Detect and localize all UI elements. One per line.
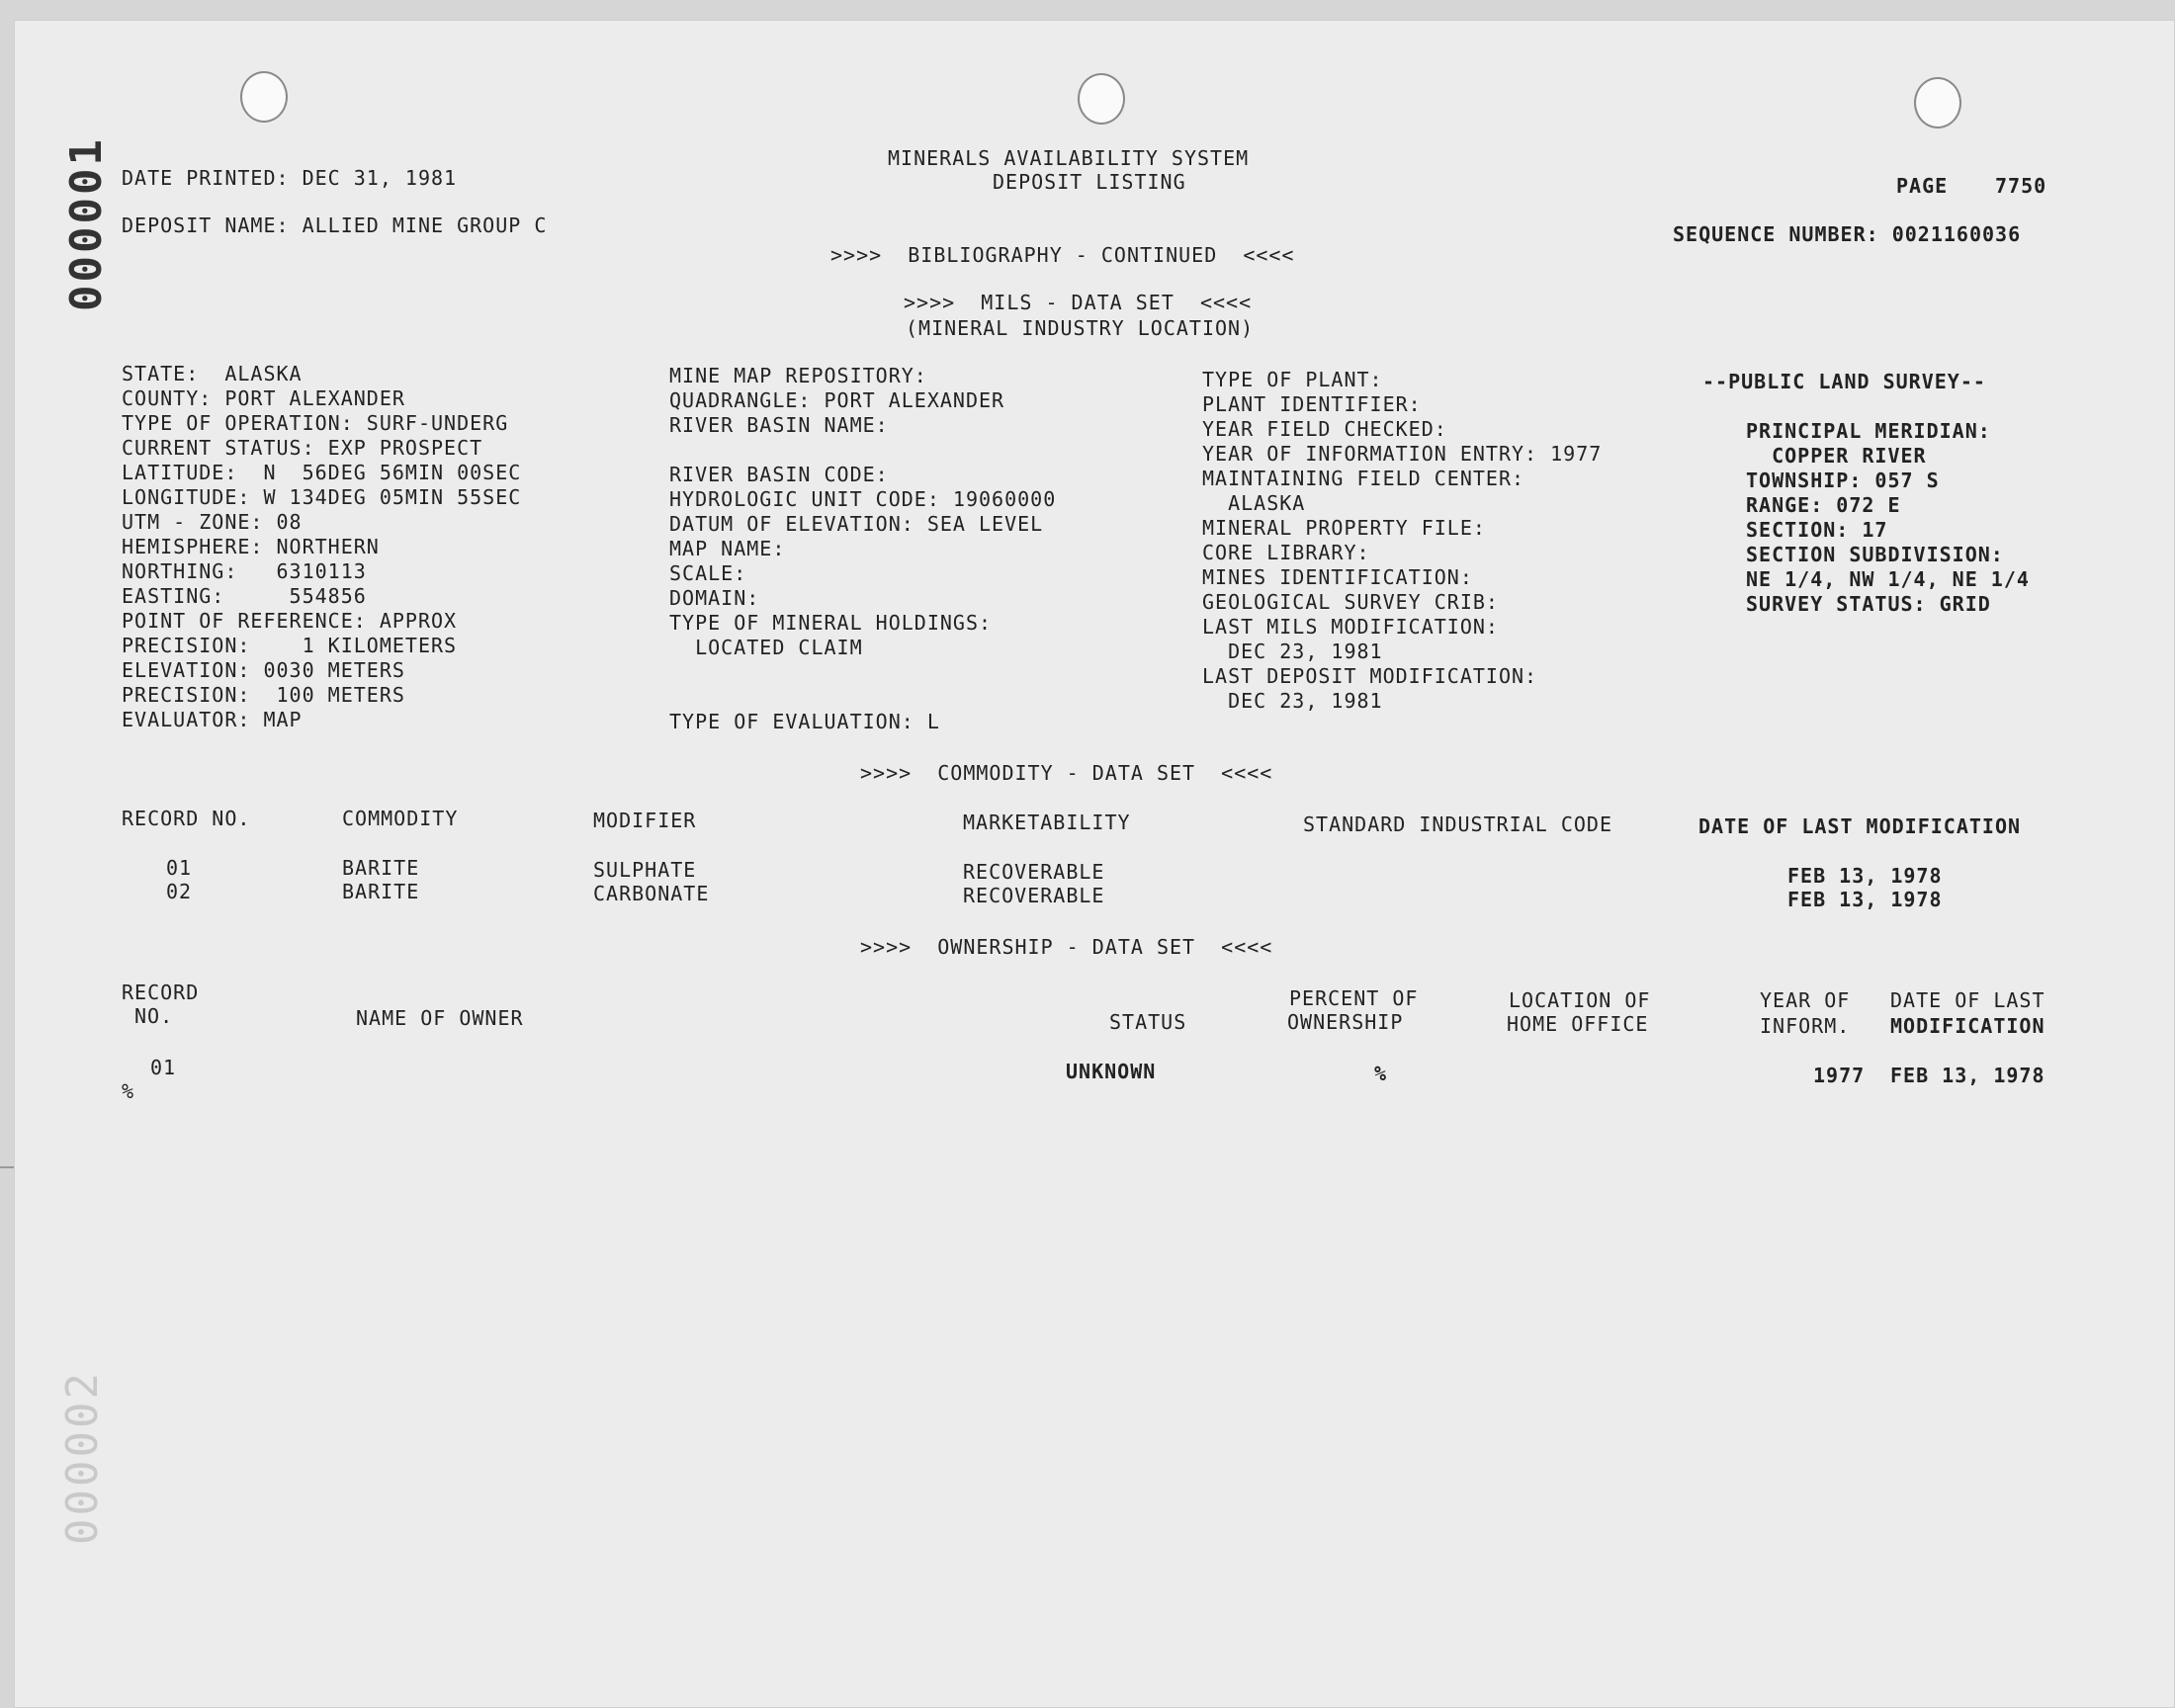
- mils-field: TYPE OF EVALUATION: L: [669, 710, 940, 733]
- ownership-record: 01: [150, 1056, 177, 1079]
- commodity-record: 02: [166, 880, 193, 903]
- commodity-marketability: RECOVERABLE: [963, 860, 1105, 884]
- commodity-header-commodity: COMMODITY: [342, 807, 459, 830]
- mils-field: TYPE OF MINERAL HOLDINGS:: [669, 611, 993, 635]
- mils-field: ALASKA: [1202, 491, 1306, 515]
- commodity-marketability: RECOVERABLE: [963, 884, 1105, 907]
- mils-field: RIVER BASIN NAME:: [669, 413, 889, 437]
- mils-field: COUNTY: PORT ALEXANDER: [122, 386, 405, 410]
- ownership-header-status: STATUS: [1109, 1010, 1187, 1034]
- mils-field: STATE: ALASKA: [122, 362, 303, 385]
- ownership-percent: %: [1374, 1062, 1388, 1085]
- mils-field: LAST MILS MODIFICATION:: [1202, 615, 1499, 639]
- page-number: 7750: [1995, 174, 2047, 198]
- mils-field: MINES IDENTIFICATION:: [1202, 565, 1473, 589]
- mils-field: PRINCIPAL MERIDIAN:: [1746, 419, 1991, 443]
- mils-field: MINE MAP REPOSITORY:: [669, 364, 927, 387]
- mils-field: EVALUATOR: MAP: [122, 708, 303, 731]
- mils-field: PRECISION: 1 KILOMETERS: [122, 634, 458, 657]
- commodity-name: BARITE: [342, 880, 420, 903]
- mils-field: CURRENT STATUS: EXP PROSPECT: [122, 436, 483, 460]
- mils-field: DEC 23, 1981: [1202, 689, 1383, 713]
- sequence-number: SEQUENCE NUMBER: 0021160036: [1673, 222, 2022, 246]
- mils-field: NORTHING: 6310113: [122, 559, 367, 583]
- mils-field: MINERAL PROPERTY FILE:: [1202, 516, 1486, 540]
- mils-field: HEMISPHERE: NORTHERN: [122, 535, 380, 558]
- mils-field: MAP NAME:: [669, 537, 786, 560]
- mils-subtitle: (MINERAL INDUSTRY LOCATION): [906, 316, 1255, 340]
- mils-field: SECTION SUBDIVISION:: [1746, 543, 2004, 566]
- deposit-name: DEPOSIT NAME: ALLIED MINE GROUP C: [122, 214, 548, 237]
- system-title: MINERALS AVAILABILITY SYSTEM: [888, 146, 1250, 170]
- frame-number-stamp: 000001: [61, 136, 112, 311]
- ownership-last-mod: FEB 13, 1978: [1890, 1064, 2045, 1087]
- mils-field: YEAR FIELD CHECKED:: [1202, 417, 1447, 441]
- binder-hole-center: [1078, 73, 1125, 125]
- ownership-year: 1977: [1813, 1064, 1866, 1087]
- ownership-header-date-2: MODIFICATION: [1890, 1014, 2045, 1038]
- listing-title: DEPOSIT LISTING: [993, 170, 1186, 194]
- commodity-banner: >>>> COMMODITY - DATA SET <<<<: [860, 761, 1273, 785]
- mils-field: SECTION: 17: [1746, 518, 1888, 542]
- commodity-header-modifier: MODIFIER: [593, 809, 697, 832]
- mils-field: UTM - ZONE: 08: [122, 510, 303, 534]
- commodity-header-last-mod: DATE OF LAST MODIFICATION: [1698, 814, 2022, 838]
- binder-hole-right: [1914, 77, 1961, 128]
- ownership-header-year-2: INFORM.: [1760, 1014, 1851, 1038]
- mils-field: EASTING: 554856: [122, 584, 367, 608]
- mils-field: DOMAIN:: [669, 586, 760, 610]
- commodity-record: 01: [166, 856, 193, 880]
- page-label: PAGE: [1896, 174, 1949, 198]
- commodity-header-record: RECORD NO.: [122, 807, 251, 830]
- mils-field: SURVEY STATUS: GRID: [1746, 592, 1991, 616]
- ownership-header-name: NAME OF OWNER: [356, 1006, 524, 1030]
- ownership-header-percent-2: OWNERSHIP: [1287, 1010, 1404, 1034]
- ownership-header-record: RECORD: [122, 981, 200, 1004]
- mils-field: COPPER RIVER: [1746, 444, 1927, 468]
- frame-number-stamp-faded: 000002: [57, 1370, 108, 1545]
- mils-field: TYPE OF OPERATION: SURF-UNDERG: [122, 411, 509, 435]
- mils-field: ELEVATION: 0030 METERS: [122, 658, 405, 682]
- mils-field: POINT OF REFERENCE: APPROX: [122, 609, 458, 633]
- ownership-header-year: YEAR OF: [1760, 988, 1851, 1012]
- mils-field: QUADRANGLE: PORT ALEXANDER: [669, 388, 1005, 412]
- ownership-banner: >>>> OWNERSHIP - DATA SET <<<<: [860, 935, 1273, 959]
- ownership-status: UNKNOWN: [1066, 1060, 1157, 1083]
- mils-field: RANGE: 072 E: [1746, 493, 1901, 517]
- mils-field: PLANT IDENTIFIER:: [1202, 392, 1422, 416]
- bibliography-banner: >>>> BIBLIOGRAPHY - CONTINUED <<<<: [830, 243, 1295, 267]
- mils-field: GEOLOGICAL SURVEY CRIB:: [1202, 590, 1499, 614]
- ownership-header-location: LOCATION OF: [1509, 988, 1651, 1012]
- land-survey-heading: --PUBLIC LAND SURVEY--: [1702, 370, 1986, 393]
- sheet-edge-mark: [0, 1166, 14, 1168]
- mils-field: CORE LIBRARY:: [1202, 541, 1370, 564]
- mils-banner: >>>> MILS - DATA SET <<<<: [904, 291, 1253, 314]
- mils-field: TYPE OF PLANT:: [1202, 368, 1383, 391]
- binder-hole-left: [240, 71, 288, 123]
- mils-field: SCALE:: [669, 561, 747, 585]
- mils-field: PRECISION: 100 METERS: [122, 683, 405, 707]
- date-printed: DATE PRINTED: DEC 31, 1981: [122, 166, 458, 190]
- mils-field: DEC 23, 1981: [1202, 640, 1383, 663]
- commodity-last-mod: FEB 13, 1978: [1787, 864, 1943, 888]
- ownership-header-date: DATE OF LAST: [1890, 988, 2045, 1012]
- mils-field: HYDROLOGIC UNIT CODE: 19060000: [669, 487, 1057, 511]
- commodity-modifier: CARBONATE: [593, 882, 710, 905]
- commodity-modifier: SULPHATE: [593, 858, 697, 882]
- commodity-header-sic: STANDARD INDUSTRIAL CODE: [1303, 812, 1612, 836]
- mils-field: DATUM OF ELEVATION: SEA LEVEL: [669, 512, 1044, 536]
- mils-field: RIVER BASIN CODE:: [669, 463, 889, 486]
- ownership-header-record-no: NO.: [134, 1004, 174, 1028]
- ownership-header-location-2: HOME OFFICE: [1507, 1012, 1649, 1036]
- ownership-trailer: %: [122, 1079, 135, 1103]
- mils-field: LAST DEPOSIT MODIFICATION:: [1202, 664, 1538, 688]
- mils-field: YEAR OF INFORMATION ENTRY: 1977: [1202, 442, 1603, 466]
- mils-field: LATITUDE: N 56DEG 56MIN 00SEC: [122, 461, 522, 484]
- commodity-header-marketability: MARKETABILITY: [963, 811, 1131, 834]
- commodity-name: BARITE: [342, 856, 420, 880]
- commodity-last-mod: FEB 13, 1978: [1787, 888, 1943, 911]
- ownership-header-percent: PERCENT OF: [1289, 986, 1419, 1010]
- mils-field: NE 1/4, NW 1/4, NE 1/4: [1746, 567, 2030, 591]
- mils-field: TOWNSHIP: 057 S: [1746, 469, 1940, 492]
- mils-field: LONGITUDE: W 134DEG 05MIN 55SEC: [122, 485, 522, 509]
- mils-field: MAINTAINING FIELD CENTER:: [1202, 467, 1525, 490]
- mils-field: LOCATED CLAIM: [669, 636, 863, 659]
